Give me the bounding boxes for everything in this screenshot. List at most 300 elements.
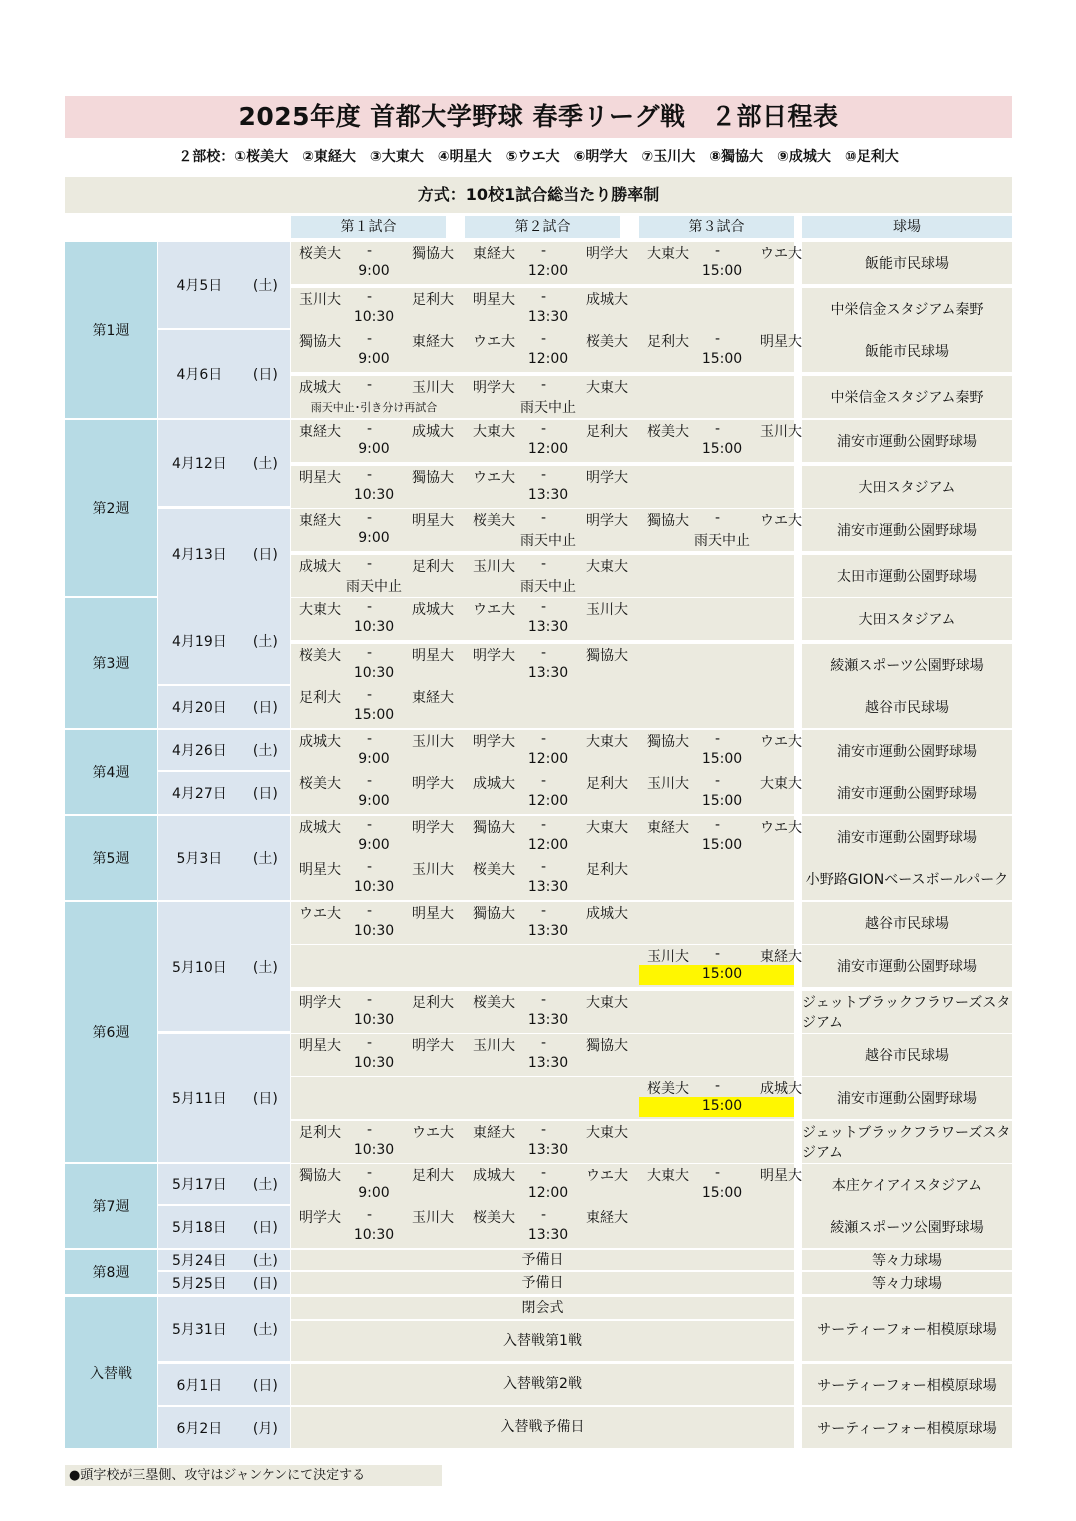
away-team: 明学大: [412, 1038, 454, 1054]
home-team: 成城大: [299, 380, 341, 396]
week-label: 第6週: [65, 902, 157, 1162]
away-team: 東経大: [412, 690, 454, 706]
game-cell: [299, 1121, 454, 1161]
game-cell: [299, 376, 454, 416]
games-row: [291, 858, 794, 900]
venue-cell: 綾瀬スポーツ公園野球場: [802, 1206, 1012, 1248]
day-weekday: (日): [252, 1377, 278, 1394]
day-cell: [158, 1164, 290, 1204]
versus-dash: -: [367, 687, 373, 703]
away-team: 足利大: [586, 424, 628, 440]
away-team: ウエ大: [760, 513, 802, 529]
venue-cell: 飯能市民球場: [802, 330, 1012, 372]
home-team: 明星大: [473, 292, 515, 308]
games-row: [291, 686, 794, 728]
home-team: 東経大: [473, 246, 515, 262]
away-team: 足利大: [412, 1168, 454, 1184]
day-date: 5月31日: [172, 1322, 227, 1338]
versus-dash: -: [541, 289, 547, 305]
games-row: [291, 816, 802, 858]
versus-dash: -: [541, 859, 547, 875]
away-team: 獨協大: [586, 648, 628, 664]
away-team: 足利大: [412, 995, 454, 1011]
home-team: 玉川大: [647, 776, 689, 792]
versus-dash: -: [541, 510, 547, 526]
game-time: 13:30: [527, 619, 569, 635]
day-cell: [158, 598, 290, 684]
away-team: 玉川大: [412, 862, 454, 878]
home-team: 桜美大: [299, 246, 341, 262]
versus-dash: -: [715, 731, 721, 747]
page-title: 2025年度 首都大学野球 春季リーグ戦 ２部日程表: [65, 96, 1012, 138]
day-weekday: (土): [252, 278, 278, 294]
away-team: ウエ大: [412, 1125, 454, 1141]
away-team: 大東大: [586, 820, 628, 836]
game-cell: [299, 816, 454, 856]
game-time: 15:00: [701, 793, 743, 809]
game-cell: [647, 816, 802, 856]
game-cell: [299, 466, 454, 506]
game-time: 10:30: [353, 1012, 395, 1028]
day-date: 6月1日: [176, 1377, 223, 1394]
game-cell: [473, 644, 628, 684]
versus-dash: -: [367, 859, 373, 875]
home-team: 玉川大: [473, 1038, 515, 1054]
day-cell: [158, 1034, 290, 1162]
games-row: [291, 1034, 794, 1076]
games-row: [291, 288, 794, 330]
home-team: 足利大: [299, 690, 341, 706]
day-date: 4月12日: [172, 456, 227, 472]
games-row: [291, 945, 802, 987]
venue-cell: ジェットブラックフラワーズスタジアム: [802, 1121, 1012, 1163]
versus-dash: -: [715, 1078, 721, 1094]
venue-cell: 綾瀬スポーツ公園野球場: [802, 644, 1012, 686]
game-cell: [299, 1164, 454, 1204]
venue-cell: 小野路GIONベースボールパーク: [802, 858, 1012, 900]
versus-dash: -: [715, 773, 721, 789]
versus-dash: -: [541, 243, 547, 259]
venue-cell: サーティーフォー相模原球場: [802, 1297, 1012, 1361]
home-team: 明星大: [299, 1038, 341, 1054]
home-team: 獨協大: [647, 734, 689, 750]
versus-dash: -: [367, 731, 373, 747]
day-cell: [158, 1364, 290, 1405]
day-date: 4月19日: [172, 634, 227, 650]
venue-cell: 飯能市民球場: [802, 242, 1012, 284]
day-weekday: (日): [252, 786, 278, 802]
game-cell: [473, 772, 628, 812]
game-cell: [647, 1077, 802, 1117]
home-team: 東経大: [473, 1125, 515, 1141]
away-team: 玉川大: [412, 734, 454, 750]
game-cell: [647, 242, 802, 282]
home-team: 大東大: [647, 1168, 689, 1184]
game-time: 15:00: [701, 351, 743, 367]
games-row: [291, 1206, 794, 1248]
day-date: 5月3日: [176, 851, 223, 867]
day-date: 5月10日: [172, 959, 227, 976]
game-time: 9:00: [358, 263, 390, 279]
game-time: 13:30: [527, 1227, 569, 1243]
away-team: 東経大: [412, 334, 454, 350]
versus-dash: -: [715, 817, 721, 833]
home-team: ウエ大: [473, 470, 515, 486]
home-team: 桜美大: [647, 424, 689, 440]
day-weekday: (土): [252, 743, 278, 759]
game-time: 15:00: [701, 1098, 743, 1114]
game-time: 12:00: [527, 263, 569, 279]
away-team: 玉川大: [412, 1210, 454, 1226]
away-team: 獨協大: [412, 246, 454, 262]
game-cell: [299, 902, 454, 942]
day-weekday: (日): [252, 546, 278, 563]
home-team: 桜美大: [473, 995, 515, 1011]
versus-dash: -: [715, 243, 721, 259]
home-team: 獨協大: [473, 906, 515, 922]
day-cell: [158, 1250, 290, 1270]
games-row: [291, 772, 802, 814]
game-time: 雨天中止: [520, 579, 576, 595]
versus-dash: -: [541, 645, 547, 661]
venue-cell: 浦安市運動公園野球場: [802, 772, 1012, 814]
week-label: 第3週: [65, 598, 157, 728]
away-team: 明学大: [586, 470, 628, 486]
home-team: 桜美大: [473, 862, 515, 878]
week-label: 第4週: [65, 730, 157, 814]
game-cell: [473, 816, 628, 856]
versus-dash: -: [541, 1122, 547, 1138]
game-cell: [473, 991, 628, 1031]
game-time: 12:00: [527, 793, 569, 809]
week-label: 第2週: [65, 420, 157, 596]
home-team: ウエ大: [473, 602, 515, 618]
versus-dash: -: [367, 289, 373, 305]
games-row: [291, 330, 802, 372]
day-cell: [158, 1272, 290, 1294]
home-team: ウエ大: [299, 906, 341, 922]
day-weekday: (土): [252, 1253, 278, 1269]
week-label: 第5週: [65, 816, 157, 900]
versus-dash: -: [541, 377, 547, 393]
day-cell: [158, 686, 290, 728]
day-weekday: (日): [252, 700, 278, 716]
home-team: 足利大: [299, 1125, 341, 1141]
game-time: 13:30: [527, 1055, 569, 1071]
versus-dash: -: [367, 421, 373, 437]
day-weekday: (日): [252, 367, 278, 383]
versus-dash: -: [367, 377, 373, 393]
versus-dash: -: [715, 421, 721, 437]
day-date: 4月6日: [176, 367, 223, 383]
footnote: ●頭字校が三塁側、攻守はジャンケンにて決定する: [65, 1465, 442, 1486]
venue-cell: サーティーフォー相模原球場: [802, 1407, 1012, 1448]
game-cell: [473, 1121, 628, 1161]
versus-dash: -: [541, 773, 547, 789]
away-team: 明星大: [760, 334, 802, 350]
game-cell: [473, 509, 628, 549]
game-cell: [299, 1206, 454, 1246]
venue-cell: サーティーフォー相模原球場: [802, 1364, 1012, 1405]
home-team: 玉川大: [647, 949, 689, 965]
versus-dash: -: [541, 1165, 547, 1181]
day-date: 5月18日: [172, 1220, 227, 1236]
venue-cell: 等々力球場: [802, 1250, 1012, 1270]
home-team: 獨協大: [473, 820, 515, 836]
home-team: ウエ大: [473, 334, 515, 350]
game-cell: [473, 288, 628, 328]
day-cell: [158, 816, 290, 900]
day-cell: [158, 330, 290, 418]
versus-dash: -: [367, 903, 373, 919]
games-row: [291, 466, 794, 508]
versus-dash: -: [541, 817, 547, 833]
away-team: 玉川大: [412, 380, 454, 396]
day-date: 4月13日: [172, 546, 227, 563]
games-row: [291, 509, 802, 551]
game-cell: [299, 1034, 454, 1074]
venue-cell: 越谷市民球場: [802, 686, 1012, 728]
week-label: 第7週: [65, 1164, 157, 1248]
versus-dash: -: [367, 992, 373, 1008]
game-cell: [647, 945, 802, 985]
home-team: 明星大: [299, 470, 341, 486]
away-team: 成城大: [760, 1081, 802, 1097]
exchange-match-1-label: 入替戦第1戦: [503, 1333, 582, 1349]
home-team: 大東大: [299, 602, 341, 618]
home-team: 東経大: [647, 820, 689, 836]
game-cell: [299, 242, 454, 282]
week-label: 入替戦: [65, 1297, 157, 1448]
versus-dash: -: [541, 467, 547, 483]
teams-list: ２部校：①桜美大 ②東経大 ③大東大 ④明星大 ⑤ウエ大 ⑥明学大 ⑦玉川大 ⑧獨協大 ⑨成城大 ⑩足利大: [178, 149, 899, 165]
game-cell: [299, 644, 454, 684]
versus-dash: -: [367, 556, 373, 572]
game-time: 13:30: [527, 487, 569, 503]
day-date: 4月20日: [172, 700, 227, 716]
game-time: 10:30: [353, 619, 395, 635]
venue-cell: 太田市運動公園野球場: [802, 555, 1012, 597]
game-time: 9:00: [358, 751, 390, 767]
game-time: 10:30: [353, 1142, 395, 1158]
away-team: 大東大: [586, 380, 628, 396]
venue-cell: 浦安市運動公園野球場: [802, 420, 1012, 462]
versus-dash: -: [715, 510, 721, 526]
game-time: 9:00: [358, 351, 390, 367]
home-team: 獨協大: [299, 334, 341, 350]
versus-dash: -: [367, 243, 373, 259]
game-cell: [473, 420, 628, 460]
day-date: 5月11日: [172, 1091, 227, 1107]
away-team: 足利大: [586, 862, 628, 878]
games-row: [291, 555, 794, 597]
game-cell: [647, 330, 802, 370]
away-team: 足利大: [412, 292, 454, 308]
venue-cell: 大田スタジアム: [802, 466, 1012, 508]
game-time: 12:00: [527, 1185, 569, 1201]
header-game1: 第１試合: [291, 216, 446, 238]
exchange-reserve-day-label: 入替戦予備日: [500, 1419, 585, 1435]
venue-cell: 浦安市運動公園野球場: [802, 1077, 1012, 1119]
game-time: 15:00: [701, 441, 743, 457]
day-weekday: (土): [252, 959, 278, 976]
away-team: 大東大: [586, 1125, 628, 1141]
versus-dash: -: [367, 467, 373, 483]
game-cell: [299, 509, 454, 549]
versus-dash: -: [367, 1122, 373, 1138]
home-team: 東経大: [299, 513, 341, 529]
game-cell: [473, 1206, 628, 1246]
home-team: 大東大: [647, 246, 689, 262]
day-weekday: (日): [252, 1220, 278, 1236]
away-team: 明学大: [586, 513, 628, 529]
venue-cell: 浦安市運動公園野球場: [802, 509, 1012, 551]
closing-ceremony: [291, 1297, 794, 1319]
week-label: 第1週: [65, 242, 157, 418]
game-cell: [299, 555, 454, 595]
day-weekday: (土): [252, 456, 278, 472]
game-time: 10:30: [353, 665, 395, 681]
home-team: 成城大: [473, 776, 515, 792]
game-time: 雨天中止･引き分け再試合: [310, 401, 438, 414]
venue-cell: 中栄信金スタジアム秦野: [802, 288, 1012, 330]
game-cell: [473, 1034, 628, 1074]
away-team: ウエ大: [760, 734, 802, 750]
closing-ceremony-label: 閉会式: [521, 1300, 564, 1316]
home-team: 明星大: [299, 862, 341, 878]
versus-dash: -: [541, 331, 547, 347]
versus-dash: -: [367, 1035, 373, 1051]
exchange-match-2: [291, 1364, 794, 1405]
game-time: 15:00: [701, 263, 743, 279]
home-team: 明学大: [299, 1210, 341, 1226]
versus-dash: -: [367, 817, 373, 833]
away-team: 獨協大: [586, 1038, 628, 1054]
game-time: 10:30: [353, 309, 395, 325]
day-cell: [158, 420, 290, 506]
day-cell: [158, 902, 290, 1031]
away-team: 玉川大: [586, 602, 628, 618]
day-date: 5月17日: [172, 1177, 227, 1193]
home-team: 桜美大: [473, 513, 515, 529]
day-weekday: (土): [252, 1322, 278, 1338]
games-row: [291, 644, 794, 686]
day-date: 4月26日: [172, 743, 227, 759]
game-cell: [647, 509, 802, 549]
reserve-label: 予備日: [521, 1275, 564, 1291]
home-team: 獨協大: [647, 513, 689, 529]
home-team: 玉川大: [299, 292, 341, 308]
game-time: 9:00: [358, 1185, 390, 1201]
home-team: 桜美大: [647, 1081, 689, 1097]
versus-dash: -: [541, 731, 547, 747]
day-cell: [158, 1206, 290, 1248]
game-time: 13:30: [527, 665, 569, 681]
game-time: 9:00: [358, 837, 390, 853]
home-team: 桜美大: [299, 648, 341, 664]
versus-dash: -: [715, 331, 721, 347]
exchange-reserve-day: [291, 1407, 794, 1448]
header-game2: 第２試合: [465, 216, 620, 238]
header-venue: 球場: [802, 216, 1012, 238]
venue-cell: 越谷市民球場: [802, 902, 1012, 944]
day-cell: [158, 509, 290, 598]
game-cell: [647, 772, 802, 812]
versus-dash: -: [541, 421, 547, 437]
versus-dash: -: [367, 331, 373, 347]
home-team: 獨協大: [299, 1168, 341, 1184]
day-cell: [158, 772, 290, 814]
home-team: 桜美大: [473, 1210, 515, 1226]
home-team: 足利大: [647, 334, 689, 350]
game-cell: [647, 730, 802, 770]
versus-dash: -: [367, 773, 373, 789]
game-time: 10:30: [353, 879, 395, 895]
week-label: 第8週: [65, 1250, 157, 1294]
away-team: 成城大: [412, 424, 454, 440]
game-time: 10:30: [353, 487, 395, 503]
versus-dash: -: [541, 992, 547, 1008]
day-date: 4月27日: [172, 786, 227, 802]
game-time: 12:00: [527, 351, 569, 367]
reserve-row: [291, 1250, 794, 1270]
game-cell: [473, 1164, 628, 1204]
game-cell: [473, 330, 628, 370]
away-team: 成城大: [586, 292, 628, 308]
games-row: [291, 1077, 802, 1119]
away-team: ウエ大: [586, 1168, 628, 1184]
exchange-match-1: [291, 1321, 794, 1361]
game-cell: [299, 330, 454, 370]
home-team: 東経大: [299, 424, 341, 440]
game-cell: [299, 598, 454, 638]
game-cell: [299, 420, 454, 460]
reserve-row: [291, 1272, 794, 1294]
versus-dash: -: [367, 645, 373, 661]
away-team: 大東大: [586, 995, 628, 1011]
away-team: 玉川大: [760, 424, 802, 440]
versus-dash: -: [367, 599, 373, 615]
game-time: 13:30: [527, 309, 569, 325]
venue-cell: 浦安市運動公園野球場: [802, 730, 1012, 772]
games-row: [291, 730, 802, 772]
game-time: 13:30: [527, 1142, 569, 1158]
day-date: 4月5日: [176, 278, 223, 294]
games-row: [291, 1121, 794, 1163]
game-time: 雨天中止: [520, 400, 576, 416]
games-row: [291, 242, 802, 284]
day-date: 5月24日: [172, 1253, 227, 1269]
away-team: 東経大: [586, 1210, 628, 1226]
game-time: 9:00: [358, 530, 390, 546]
header-game3: 第３試合: [639, 216, 794, 238]
away-team: 獨協大: [412, 470, 454, 486]
game-cell: [473, 730, 628, 770]
away-team: 明学大: [412, 820, 454, 836]
game-cell: [299, 858, 454, 898]
away-team: 大東大: [760, 776, 802, 792]
game-cell: [473, 598, 628, 638]
versus-dash: -: [541, 556, 547, 572]
away-team: 足利大: [586, 776, 628, 792]
day-date: 5月25日: [172, 1276, 227, 1292]
game-time: 雨天中止: [346, 579, 402, 595]
games-row: [291, 902, 794, 944]
game-time: 10:30: [353, 923, 395, 939]
day-weekday: (土): [252, 851, 278, 867]
venue-cell: 中栄信金スタジアム秦野: [802, 376, 1012, 418]
game-time: 15:00: [701, 1185, 743, 1201]
